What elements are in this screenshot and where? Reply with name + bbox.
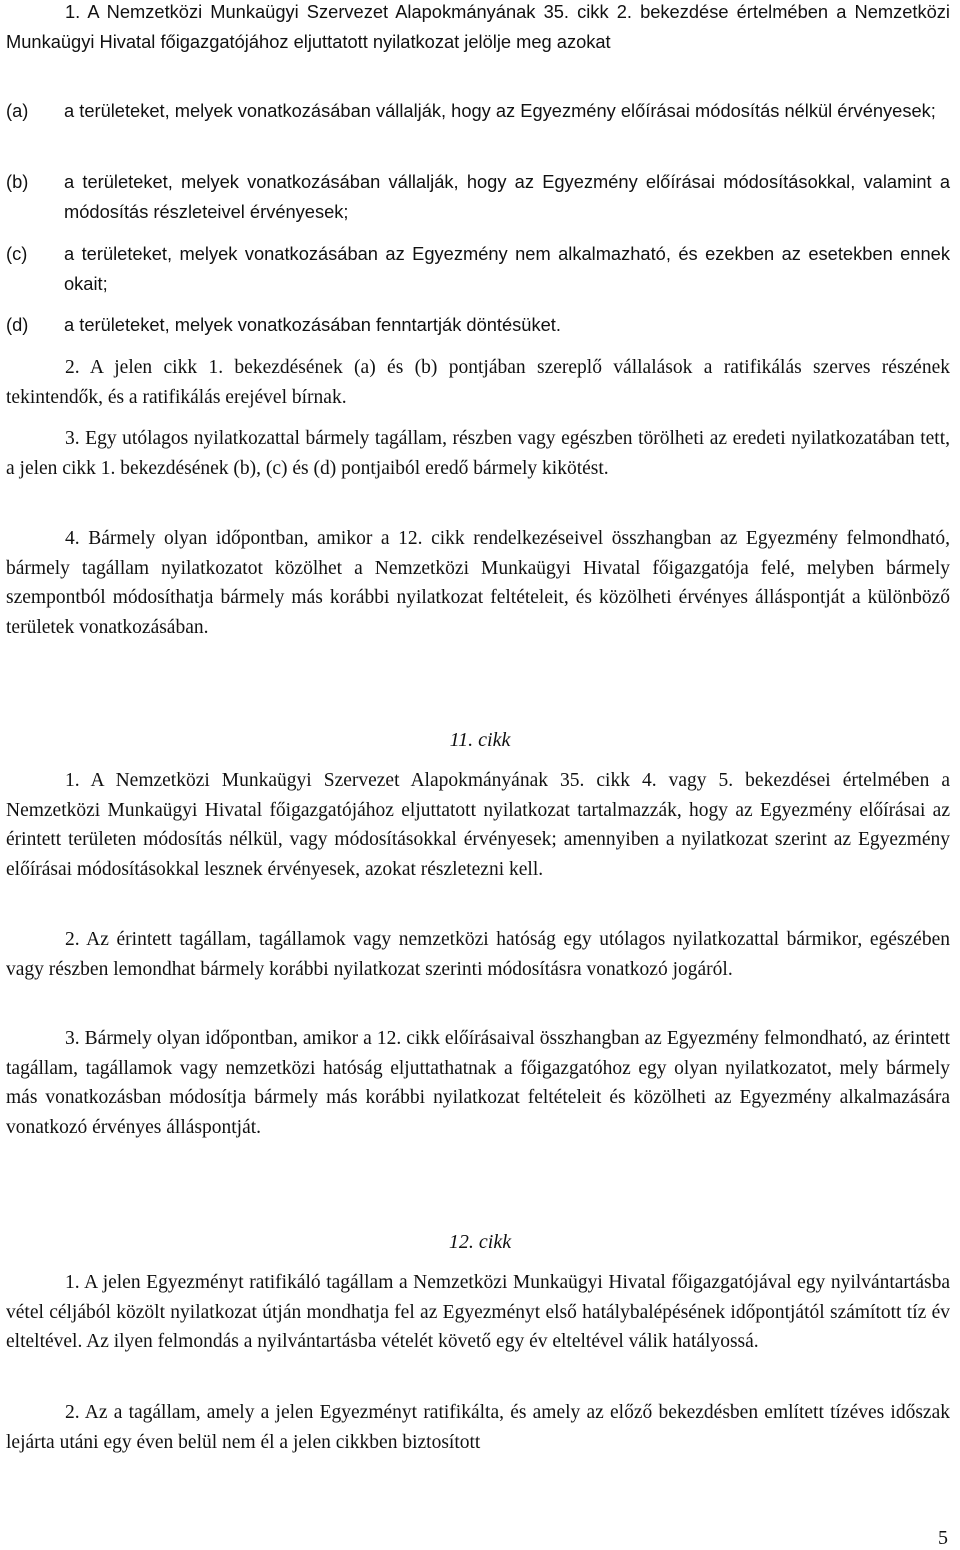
list-item-label: (b) xyxy=(6,171,29,192)
list-item-label: (d) xyxy=(6,314,29,335)
page-number: 5 xyxy=(938,1527,948,1549)
list-item-text: a területeket, melyek vonatkozásában vállalják, hogy az Egyezmény előírásai módosítás nélkül érvényesek; xyxy=(64,100,936,121)
art10-paragraph-4: 4. Bármely olyan időpontban, amikor a 12. cikk rendelkezéseivel összhangban az Egyezmény felmondható, bármely tagállam nyilatkozatot közölhet a Nemzetközi Munkaügyi Hivatal főigazgatója felé, melyben bármely szempontból módosíthatja bármely más korábbi nyilatkozat feltételeit, és közölheti érvényes álláspontját a különböző területek vonatkozásában. xyxy=(6,528,950,638)
list-item-label: (c) xyxy=(6,243,28,264)
list-item-label: (a) xyxy=(6,100,29,121)
list-item-text: a területeket, melyek vonatkozásában az Egyezmény nem alkalmazható, és ezekben az esetekben ennek okait; xyxy=(64,243,950,294)
list-item-a xyxy=(6,96,950,126)
list-item-text: a területeket, melyek vonatkozásában fenntartják döntésüket. xyxy=(64,314,561,335)
art12-paragraph-1: 1. A jelen Egyezményt ratifikáló tagállam a Nemzetközi Munkaügyi Hivatal főigazgatójával egy nyilvántartásba vétel céljából közölt nyilatkozat útján mondhatja fel az Egyezményt első hatálybalépésének időpontjától számított tíz év elteltével. Az ilyen felmondás a nyilvántartásba vételét követő egy év elteltével válik hatályossá. xyxy=(6,1272,950,1353)
art11-paragraph-3: 3. Bármely olyan időpontban, amikor a 12. cikk előírásaival összhangban az Egyezmény felmondható, az érintett tagállam, tagállamok vagy nemzetközi hatóság eljuttathatnak a főigazgatóhoz egy olyan nyilatkozatot, mely bármely más vonatkozásban módosítja bármely más korábbi nyilatkozat feltételeit és közölheti az Egyezmény alkalmazására vonatkozó érvényes álláspontját. xyxy=(6,1028,950,1138)
article-11-heading: 11. cikk xyxy=(449,729,511,751)
art11-paragraph-2: 2. Az érintett tagállam, tagállamok vagy nemzetközi hatóság egy utólagos nyilatkozattal bármikor, egészében vagy részben lemondhat bármely korábbi nyilatkozat szerinti módosításra vonatkozó jogáról. xyxy=(6,929,950,980)
list-item-text: a területeket, melyek vonatkozásában vállalják, hogy az Egyezmény előírásai módosításokkal, valamint a módosítás részleteivel érvényesek; xyxy=(64,171,950,222)
list-item-c xyxy=(6,239,950,298)
art12-paragraph-2: 2. Az a tagállam, amely a jelen Egyezményt ratifikálta, és amely az előző bekezdésben említett tízéves időszak lejárta utáni egy éven belül nem él a jelen cikkben biztosított xyxy=(6,1402,950,1453)
art10-paragraph-1: 1. A Nemzetközi Munkaügyi Szervezet Alapokmányának 35. cikk 2. bekezdése értelmében a Nemzetközi Munkaügyi Hivatal főigazgatójához eljuttatott nyilatkozat jelölje meg azokat xyxy=(6,1,950,52)
art11-paragraph-1: 1. A Nemzetközi Munkaügyi Szervezet Alapokmányának 35. cikk 4. vagy 5. bekezdései értelmében a Nemzetközi Munkaügyi Hivatal főigazgatójához eljuttatott nyilatkozat tartalmazzák, hogy az Egyezmény előírásai az érintett területen módosítás nélkül, vagy módosításokkal érvényesek; amennyiben a nyilatkozat szerint az Egyezmény előírásai módosításokkal lesznek érvényesek, azokat részletezni kell. xyxy=(6,770,950,880)
list-item-d xyxy=(6,310,950,340)
art10-paragraph-2: 2. A jelen cikk 1. bekezdésének (a) és (b) pontjában szereplő vállalások a ratifikálás szerves részének tekintendők, és a ratifikálás erejével bírnak. xyxy=(6,357,950,408)
article-12-heading: 12. cikk xyxy=(448,1231,512,1253)
art10-paragraph-3: 3. Egy utólagos nyilatkozattal bármely tagállam, részben vagy egészben törölheti az eredeti nyilatkozatában tett, a jelen cikk 1. bekezdésének (b), (c) és (d) pontjaiból eredő bármely kikötést. xyxy=(6,428,950,479)
list-item-b xyxy=(6,167,950,226)
